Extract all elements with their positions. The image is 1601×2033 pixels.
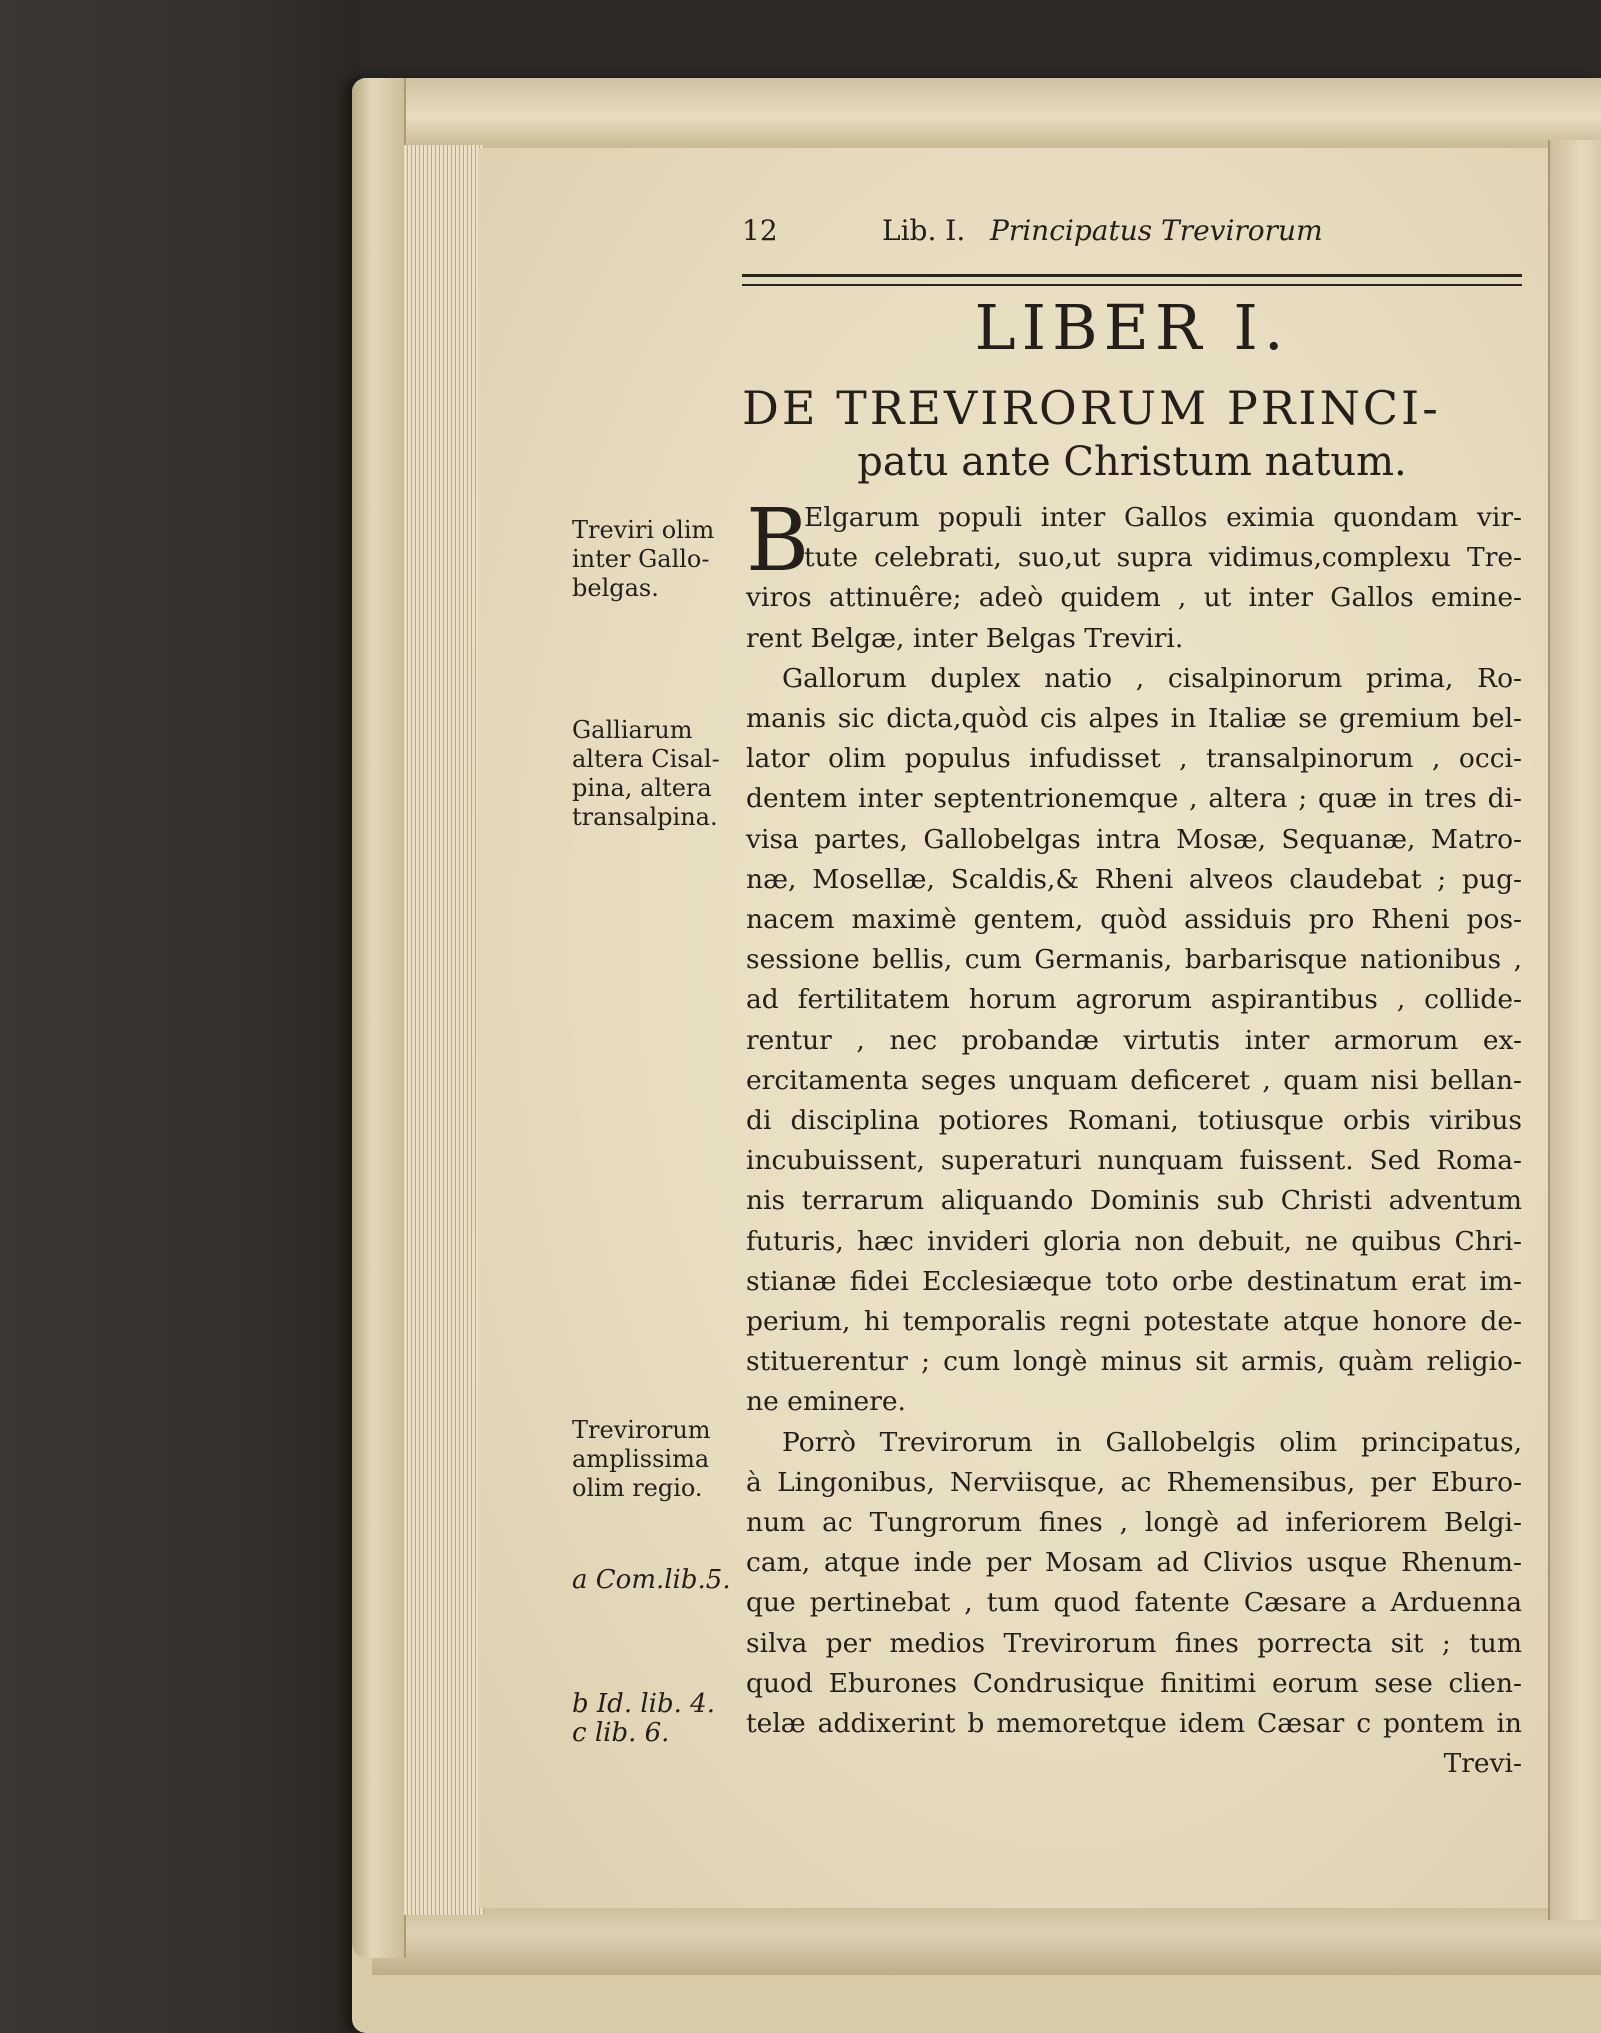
body-line: dentem inter septentrionemque , altera ; quæ in tres di- (746, 783, 1522, 815)
margin-note-line: c lib. 6. (572, 1718, 670, 1748)
body-line: que pertinebat , tum quod fatente Cæsare a Arduenna (746, 1587, 1522, 1619)
margin-note-line: a Com.lib.5. (572, 1565, 731, 1595)
running-title: Principatus Trevirorum (990, 214, 1323, 247)
book-reference: Lib. I. (882, 214, 966, 247)
body-line: ad fertilitatem horum agrorum aspirantibus , collide- (746, 984, 1522, 1016)
page-number: 12 (742, 214, 778, 247)
margin-note-line: Trevirorum (572, 1416, 711, 1444)
book-spine-edge (352, 78, 406, 1958)
body-line: Elgarum populi inter Gallos eximia quondam vir- (804, 502, 1522, 533)
chapter-subtitle-line-2: patu ante Christum natum. (857, 439, 1407, 485)
body-line: telæ addixerint b memoretque idem Cæsar c pontem in (746, 1708, 1522, 1740)
body-line: nis terrarum aliquando Dominis sub Christi adventum (746, 1185, 1522, 1217)
margin-note-line: b Id. lib. 4. (572, 1689, 715, 1719)
body-line: stianæ fidei Ecclesiæque toto orbe destinatum erat im- (746, 1265, 1522, 1297)
margin-note-line: transalpina. (572, 803, 718, 831)
body-line: sessione bellis, cum Germanis, barbarisque nationibus , (746, 944, 1522, 976)
running-head (742, 214, 1522, 254)
body-line: visa partes, Gallobelgas intra Mosæ, Sequanæ, Matro- (746, 823, 1522, 855)
body-line: silva per medios Trevirorum fines porrecta sit ; tum (746, 1627, 1522, 1659)
page-stack-edges (404, 145, 484, 1915)
margin-note-line: belgas. (572, 574, 659, 602)
body-line: tute celebrati, suo,ut supra vidimus,complexu Tre- (804, 542, 1522, 574)
margin-note-line: Treviri olim (572, 516, 715, 544)
body-line: à Lingonibus, Nerviisque, ac Rhemensibus, per Eburo- (746, 1466, 1522, 1498)
book-bottom-cover-edge (372, 1905, 1601, 1975)
body-line: rentur , nec probandæ virtutis inter armorum ex- (746, 1024, 1522, 1056)
body-line: nacem maximè gentem, quòd assiduis pro Rheni pos- (746, 904, 1522, 936)
body-line: perium, hi temporalis regni potestate atque honore de- (746, 1306, 1522, 1338)
body-line: viros attinuêre; adeò quidem , ut inter Gallos emine- (746, 582, 1522, 614)
body-line: stituerentur ; cum longè minus sit armis, quàm religio- (746, 1346, 1522, 1378)
margin-note (572, 716, 740, 832)
body-line: manis sic dicta,quòd cis alpes in Italiæ se gremium bel- (746, 703, 1522, 735)
catchword: Trevi- (1443, 1748, 1522, 1780)
body-line: incubuissent, superaturi nunquam fuissent. Sed Roma- (746, 1145, 1522, 1177)
body-line: quod Eburones Condrusique finitimi eorum sese clien- (746, 1667, 1522, 1699)
margin-note-line: olim regio. (572, 1474, 703, 1502)
body-line: lator olim populus infudisset , transalpinorum , occi- (746, 743, 1522, 775)
facing-page-edge (1548, 140, 1601, 1920)
body-line: num ac Tungrorum fines , longè ad inferiorem Belgi- (746, 1507, 1522, 1539)
margin-note (572, 1416, 740, 1503)
body-line: ercitamenta seges unquam deficeret , quam nisi bellan- (746, 1064, 1522, 1096)
body-line: cam, atque inde per Mosam ad Clivios usque Rhenum- (746, 1547, 1522, 1579)
chapter-subtitle-line-1: DE TREVIRORUM PRINCI- (742, 381, 1441, 435)
body-line: rent Belgæ, inter Belgas Treviri. (746, 622, 1184, 654)
body-line: futuris, hæc invideri gloria non debuit, ne quibus Chri- (746, 1225, 1522, 1257)
body-text (746, 491, 1522, 1785)
margin-note-line: altera Cisal- (572, 745, 720, 773)
book-top-cover-edge (372, 78, 1601, 148)
margin-citation (572, 1690, 740, 1748)
margin-note-line: inter Gallo- (572, 545, 710, 573)
header-rule (742, 274, 1522, 286)
drop-cap: B (746, 491, 810, 591)
body-line: Gallorum duplex natio , cisalpinorum prima, Ro- (782, 662, 1522, 694)
margin-note-line: pina, altera (572, 774, 712, 802)
margin-note (572, 516, 740, 603)
body-line: Porrò Trevirorum in Gallobelgis olim principatus, (782, 1426, 1522, 1458)
body-line: ne eminere. (746, 1386, 906, 1418)
margin-note-line: Galliarum (572, 716, 693, 744)
margin-note-line: amplissima (572, 1445, 710, 1473)
chapter-heading: LIBER I. (974, 291, 1290, 364)
background-dark-surface (0, 0, 360, 2033)
body-line: næ, Mosellæ, Scaldis,& Rheni alveos claudebat ; pug- (746, 863, 1522, 895)
margin-citation (572, 1566, 740, 1595)
body-line: di disciplina potiores Romani, totiusque orbis viribus (746, 1105, 1522, 1137)
